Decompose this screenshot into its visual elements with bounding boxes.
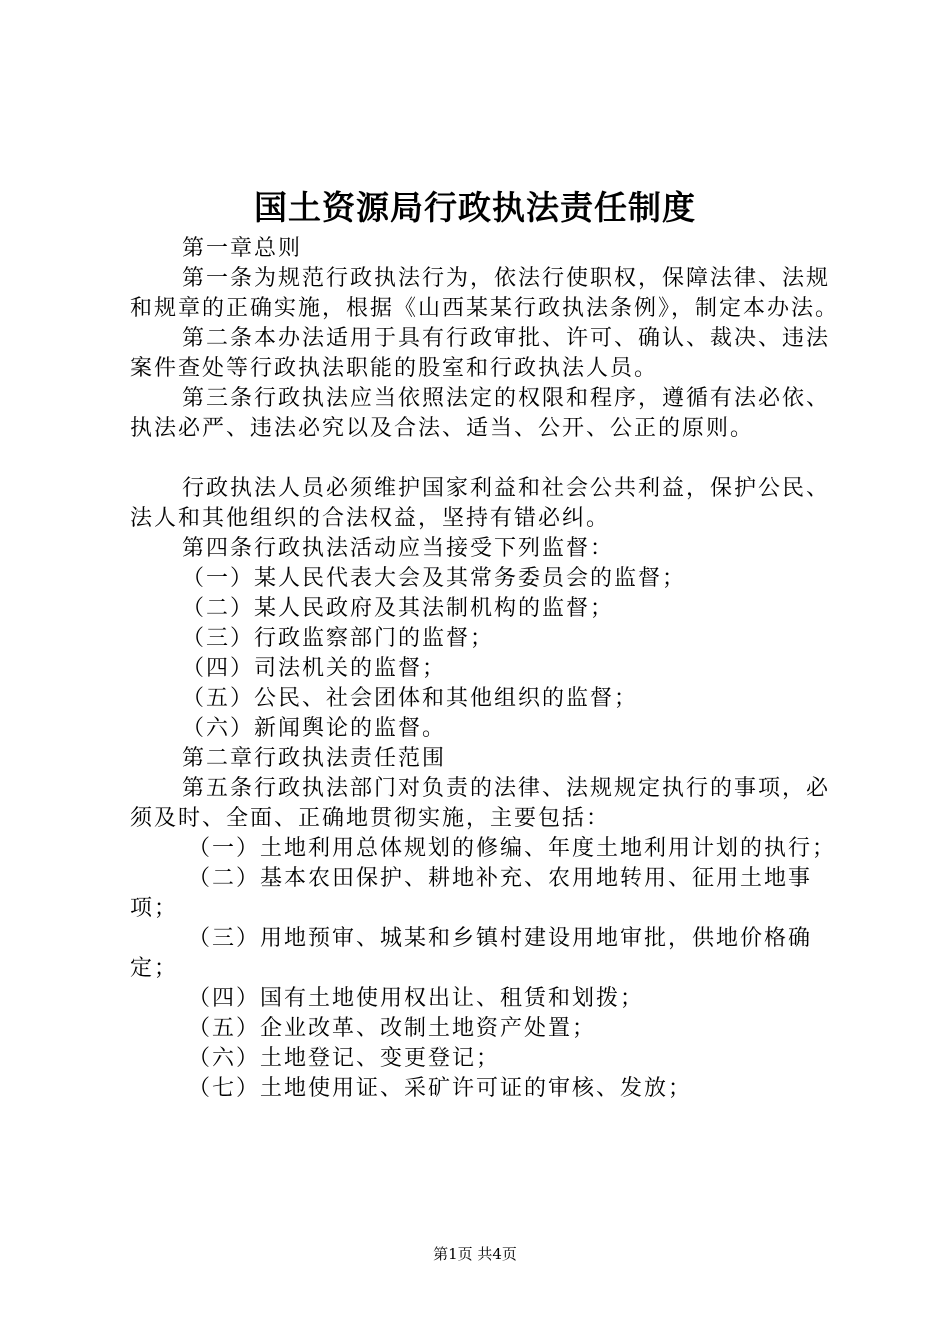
page-number-footer: 第1页 共4页 <box>433 1245 517 1263</box>
list-item: （六）新闻舆论的监督。 <box>182 716 447 741</box>
chapter-heading: 第二章行政执法责任范围 <box>182 746 447 771</box>
list-item: （四）国有土地使用权出让、租赁和划拨； <box>188 986 645 1011</box>
article-paragraph: 行政执法人员必须维护国家利益和社会公共利益，保护公民、法人和其他组织的合法权益，坚持有错必纠。 <box>130 476 831 531</box>
document-title: 国土资源局行政执法责任制度 <box>254 188 696 227</box>
paragraph-spacer <box>130 444 850 474</box>
list-item: （五）企业改革、改制土地资产处置； <box>188 1016 597 1041</box>
article-paragraph: 第五条行政执法部门对负责的法律、法规规定执行的事项，必须及时、全面、正确地贯彻实施，主要包括： <box>130 776 831 831</box>
list-item: （二）某人民政府及其法制机构的监督； <box>182 596 615 621</box>
article-paragraph: 第四条行政执法活动应当接受下列监督： <box>182 536 615 561</box>
list-item: （四）司法机关的监督； <box>182 656 447 681</box>
list-item: （三）用地预审、城某和乡镇村建设用地审批，供地价格确定； <box>130 926 813 981</box>
article-paragraph: 第三条行政执法应当依照法定的权限和程序，遵循有法必依、执法必严、违法必究以及合法、适当、公开、公正的原则。 <box>130 386 831 441</box>
list-item: （六）土地登记、变更登记； <box>188 1046 501 1071</box>
list-item: （二）基本农田保护、耕地补充、农用地转用、征用土地事项； <box>130 866 813 921</box>
article-paragraph: 第二条本办法适用于具有行政审批、许可、确认、裁决、违法案件查处等行政执法职能的股室和行政执法人员。 <box>130 326 831 381</box>
list-item: （一）某人民代表大会及其常务委员会的监督； <box>182 566 687 591</box>
document-body <box>130 234 850 1104</box>
article-paragraph: 第一条为规范行政执法行为，依法行使职权，保障法律、法规和规章的正确实施，根据《山西某某行政执法条例》，制定本办法。 <box>130 266 840 321</box>
list-item: （五）公民、社会团体和其他组织的监督； <box>182 686 639 711</box>
chapter-heading: 第一章总则 <box>182 236 303 261</box>
list-item: （三）行政监察部门的监督； <box>182 626 495 651</box>
list-item: （七）土地使用证、采矿许可证的审核、发放； <box>188 1076 693 1101</box>
list-item: （一）土地利用总体规划的修编、年度土地利用计划的执行； <box>188 836 837 861</box>
